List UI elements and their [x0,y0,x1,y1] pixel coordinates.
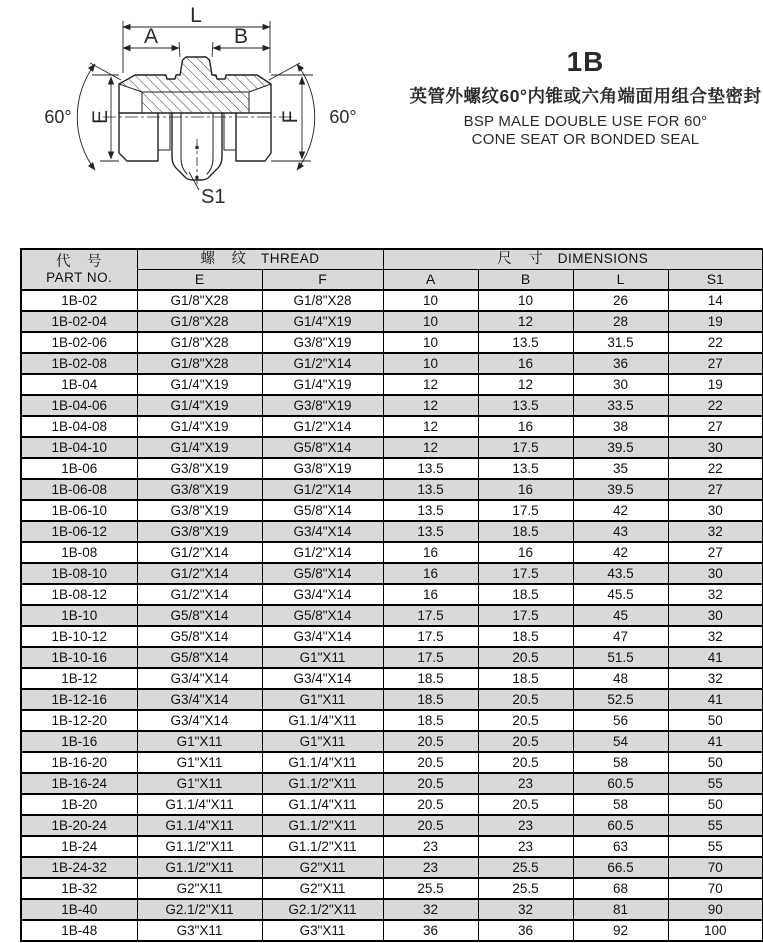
cell-l: 39.5 [573,479,668,500]
cell-l: 47 [573,626,668,647]
table-row [21,332,763,353]
table-row [21,710,763,731]
table-row [21,878,763,899]
cell-b: 20.5 [478,710,573,731]
table-row [21,395,763,416]
cell-b: 10 [478,290,573,311]
cell-s1: 19 [668,374,763,395]
cell-s1: 50 [668,752,763,773]
cell-part: 1B-20 [21,794,137,815]
cell-part: 1B-06 [21,458,137,479]
cell-e: G1.1/2"X11 [137,836,262,857]
cell-a: 12 [383,416,478,437]
cell-l: 36 [573,353,668,374]
cell-part: 1B-04-10 [21,437,137,458]
cell-b: 23 [478,815,573,836]
cell-f: G1.1/2"X11 [262,773,383,794]
table-row [21,815,763,836]
col-header-l: L [573,269,668,290]
cell-e: G1/2"X14 [137,563,262,584]
cell-f: G1.1/4"X11 [262,710,383,731]
cell-b: 17.5 [478,500,573,521]
cell-a: 23 [383,836,478,857]
cell-a: 20.5 [383,773,478,794]
cell-a: 10 [383,290,478,311]
header-part-cn: 代 号 [56,253,103,270]
cell-a: 20.5 [383,752,478,773]
cell-part: 1B-48 [21,920,137,941]
cell-part: 1B-10-12 [21,626,137,647]
cell-f: G2.1/2"X11 [262,899,383,920]
cell-b: 20.5 [478,752,573,773]
cell-b: 20.5 [478,794,573,815]
cell-a: 20.5 [383,815,478,836]
cell-a: 10 [383,311,478,332]
cell-l: 51.5 [573,647,668,668]
cell-b: 17.5 [478,605,573,626]
cell-a: 17.5 [383,626,478,647]
cell-s1: 27 [668,416,763,437]
table-row [21,563,763,584]
cell-f: G3/4"X14 [262,584,383,605]
cell-l: 28 [573,311,668,332]
cell-b: 20.5 [478,689,573,710]
model-code: 1B [566,46,605,77]
cell-l: 42 [573,500,668,521]
table-row [21,437,763,458]
cell-b: 32 [478,899,573,920]
cell-a: 13.5 [383,479,478,500]
cell-e: G3/8"X19 [137,479,262,500]
cell-b: 18.5 [478,626,573,647]
cell-f: G3/4"X14 [262,668,383,689]
cell-b: 13.5 [478,395,573,416]
cell-part: 1B-08 [21,542,137,563]
cell-e: G5/8"X14 [137,647,262,668]
cell-e: G1/4"X19 [137,374,262,395]
header-part-en: PART NO. [46,269,113,285]
cell-part: 1B-04 [21,374,137,395]
cell-f: G2"X11 [262,878,383,899]
table-row [21,836,763,857]
table-row [21,773,763,794]
table-row [21,311,763,332]
cell-a: 10 [383,332,478,353]
cell-f: G5/8"X14 [262,437,383,458]
cell-part: 1B-04-06 [21,395,137,416]
cell-b: 23 [478,773,573,794]
cell-b: 16 [478,479,573,500]
cell-b: 16 [478,353,573,374]
cell-b: 20.5 [478,647,573,668]
cell-part: 1B-16-24 [21,773,137,794]
cell-f: G5/8"X14 [262,563,383,584]
cell-part: 1B-12-16 [21,689,137,710]
cell-e: G3/4"X14 [137,710,262,731]
table-row [21,542,763,563]
cell-s1: 27 [668,353,763,374]
cell-s1: 19 [668,311,763,332]
cell-l: 38 [573,416,668,437]
cell-s1: 90 [668,899,763,920]
cell-part: 1B-16 [21,731,137,752]
cell-l: 54 [573,731,668,752]
cell-l: 43 [573,521,668,542]
cell-e: G1/2"X14 [137,542,262,563]
cell-e: G5/8"X14 [137,605,262,626]
cell-a: 12 [383,374,478,395]
cell-b: 16 [478,416,573,437]
cell-s1: 55 [668,836,763,857]
cell-part: 1B-08-10 [21,563,137,584]
table-row [21,353,763,374]
dim-label-l: L [190,4,202,27]
cell-b: 12 [478,374,573,395]
cell-a: 36 [383,920,478,941]
cell-a: 23 [383,857,478,878]
cell-part: 1B-10-16 [21,647,137,668]
cell-part: 1B-04-08 [21,416,137,437]
cell-a: 16 [383,584,478,605]
cell-f: G1.1/4"X11 [262,794,383,815]
cell-part: 1B-02-06 [21,332,137,353]
cell-s1: 50 [668,710,763,731]
table-row [21,626,763,647]
cell-l: 39.5 [573,437,668,458]
cell-l: 81 [573,899,668,920]
table-row [21,647,763,668]
cell-f: G3/8"X19 [262,395,383,416]
cell-e: G1/8"X28 [137,332,262,353]
cell-f: G1/4"X19 [262,374,383,395]
header-dim-cn: 尺 寸 [497,251,544,268]
cell-l: 48 [573,668,668,689]
cell-part: 1B-20-24 [21,815,137,836]
cell-part: 1B-24-32 [21,857,137,878]
cell-l: 43.5 [573,563,668,584]
cell-a: 10 [383,353,478,374]
table-row [21,458,763,479]
cell-s1: 27 [668,542,763,563]
cell-s1: 41 [668,689,763,710]
cell-b: 13.5 [478,458,573,479]
cell-s1: 22 [668,395,763,416]
cell-f: G1"X11 [262,689,383,710]
cell-a: 17.5 [383,647,478,668]
cell-f: G1"X11 [262,647,383,668]
cell-l: 68 [573,878,668,899]
col-header-s1: S1 [668,269,763,290]
cell-l: 63 [573,836,668,857]
cell-s1: 55 [668,815,763,836]
fitting-drawing-svg [0,0,405,235]
cell-part: 1B-02-08 [21,353,137,374]
cell-l: 60.5 [573,815,668,836]
cell-s1: 30 [668,563,763,584]
lower-view [119,113,271,180]
cell-b: 23 [478,836,573,857]
cell-s1: 70 [668,878,763,899]
cell-f: G1.1/2"X11 [262,815,383,836]
cell-s1: 70 [668,857,763,878]
table-row [21,899,763,920]
cell-part: 1B-06-08 [21,479,137,500]
cell-f: G5/8"X14 [262,500,383,521]
cell-e: G2"X11 [137,878,262,899]
cell-l: 60.5 [573,773,668,794]
table-row [21,605,763,626]
dim-label-f: F [279,110,302,124]
cell-e: G1"X11 [137,773,262,794]
cell-b: 13.5 [478,332,573,353]
cell-b: 20.5 [478,731,573,752]
cell-b: 18.5 [478,668,573,689]
cell-b: 18.5 [478,584,573,605]
cell-f: G1"X11 [262,731,383,752]
cell-a: 13.5 [383,521,478,542]
cell-f: G1/4"X19 [262,311,383,332]
cell-f: G1/2"X14 [262,416,383,437]
table-row [21,479,763,500]
cell-f: G1/2"X14 [262,479,383,500]
cell-f: G3/8"X19 [262,332,383,353]
cell-f: G1/2"X14 [262,542,383,563]
col-header-b: B [478,269,573,290]
cell-l: 92 [573,920,668,941]
cell-e: G1.1/4"X11 [137,794,262,815]
cell-a: 12 [383,395,478,416]
cell-s1: 32 [668,626,763,647]
cell-b: 17.5 [478,563,573,584]
cell-part: 1B-32 [21,878,137,899]
table-row [21,374,763,395]
centerlines [103,117,292,184]
cell-a: 17.5 [383,605,478,626]
cell-part: 1B-10 [21,605,137,626]
cell-part: 1B-16-20 [21,752,137,773]
cell-l: 35 [573,458,668,479]
cell-a: 20.5 [383,794,478,815]
subtitle-chinese: 英管外螺纹60°内锥或六角端面用组合垫密封 [409,86,762,106]
table-row [21,857,763,878]
cell-f: G1/2"X14 [262,353,383,374]
cell-e: G1/8"X28 [137,290,262,311]
table-row [21,500,763,521]
cell-s1: 32 [668,521,763,542]
table-row [21,920,763,941]
cell-e: G3/4"X14 [137,689,262,710]
cell-s1: 30 [668,500,763,521]
cell-b: 25.5 [478,857,573,878]
cell-f: G3"X11 [262,920,383,941]
cell-s1: 100 [668,920,763,941]
cell-e: G3/4"X14 [137,668,262,689]
cell-e: G1/8"X28 [137,353,262,374]
cell-b: 12 [478,311,573,332]
cell-f: G5/8"X14 [262,605,383,626]
cell-part: 1B-12-20 [21,710,137,731]
cell-l: 66.5 [573,857,668,878]
cell-a: 25.5 [383,878,478,899]
cell-l: 33.5 [573,395,668,416]
table-row [21,290,763,311]
cell-l: 26 [573,290,668,311]
cell-s1: 30 [668,437,763,458]
col-header-f: F [262,269,383,290]
cell-s1: 55 [668,773,763,794]
cell-e: G5/8"X14 [137,626,262,647]
cell-e: G1.1/2"X11 [137,857,262,878]
cell-s1: 22 [668,458,763,479]
table-row [21,794,763,815]
dim-label-e: E [89,109,112,125]
dim-label-a: A [143,25,159,48]
cell-f: G3/4"X14 [262,626,383,647]
cell-part: 1B-08-12 [21,584,137,605]
cell-part: 1B-06-10 [21,500,137,521]
cell-part: 1B-02 [21,290,137,311]
table-row [21,668,763,689]
col-header-a: A [383,269,478,290]
cell-f: G1.1/4"X11 [262,752,383,773]
header-thread [137,249,383,269]
cell-e: G1/8"X28 [137,311,262,332]
cell-e: G1/4"X19 [137,416,262,437]
cell-f: G3/4"X14 [262,521,383,542]
cell-f: G2"X11 [262,857,383,878]
cell-a: 18.5 [383,689,478,710]
cell-l: 52.5 [573,689,668,710]
cell-l: 42 [573,542,668,563]
cell-e: G3"X11 [137,920,262,941]
cell-a: 18.5 [383,668,478,689]
cell-e: G1/4"X19 [137,437,262,458]
cell-part: 1B-12 [21,668,137,689]
cell-b: 17.5 [478,437,573,458]
cell-part: 1B-02-04 [21,311,137,332]
subtitle-english-line1: BSP MALE DOUBLE USE FOR 60° [463,113,708,130]
header-thread-cn: 螺 纹 [200,251,247,268]
cell-b: 25.5 [478,878,573,899]
col-header-e: E [137,269,262,290]
cell-s1: 32 [668,584,763,605]
dimensions-table [20,248,763,942]
hex-size-label: S1 [201,186,226,208]
cell-b: 16 [478,542,573,563]
technical-drawing [0,0,405,235]
cell-s1: 32 [668,668,763,689]
cell-s1: 14 [668,290,763,311]
cell-part: 1B-24 [21,836,137,857]
header-part-no [21,249,137,290]
cell-f: G1.1/2"X11 [262,836,383,857]
table-row [21,752,763,773]
header-thread-en: THREAD [261,251,320,267]
table-row [21,584,763,605]
cell-l: 31.5 [573,332,668,353]
cell-e: G1.1/4"X11 [137,815,262,836]
cell-a: 13.5 [383,458,478,479]
cell-b: 36 [478,920,573,941]
header-dimensions [383,249,763,269]
parts-table-body [21,290,763,941]
cell-part: 1B-40 [21,899,137,920]
cell-f: G1/8"X28 [262,290,383,311]
cell-l: 58 [573,752,668,773]
header-dim-en: DIMENSIONS [557,251,649,267]
cell-e: G3/8"X19 [137,500,262,521]
cell-l: 30 [573,374,668,395]
cell-e: G3/8"X19 [137,521,262,542]
cell-s1: 41 [668,647,763,668]
cell-e: G1"X11 [137,752,262,773]
cell-e: G1"X11 [137,731,262,752]
cell-s1: 22 [668,332,763,353]
cell-l: 45 [573,605,668,626]
cell-a: 32 [383,899,478,920]
angle-label-left: 60° [44,107,72,127]
cell-b: 18.5 [478,521,573,542]
cell-l: 56 [573,710,668,731]
cell-s1: 30 [668,605,763,626]
cell-a: 12 [383,437,478,458]
title-block [408,48,763,149]
angle-label-right: 60° [329,107,357,127]
cell-part: 1B-06-12 [21,521,137,542]
cell-s1: 27 [668,479,763,500]
cell-a: 16 [383,542,478,563]
table-row [21,521,763,542]
cell-e: G1/4"X19 [137,395,262,416]
subtitle-english-line2: CONE SEAT OR BONDED SEAL [471,131,700,148]
table-row [21,731,763,752]
table-row [21,416,763,437]
cell-s1: 41 [668,731,763,752]
cell-e: G2.1/2"X11 [137,899,262,920]
cell-a: 16 [383,563,478,584]
cell-a: 20.5 [383,731,478,752]
cell-e: G1/2"X14 [137,584,262,605]
cell-f: G3/8"X19 [262,458,383,479]
cell-a: 18.5 [383,710,478,731]
cell-e: G3/8"X19 [137,458,262,479]
cell-l: 58 [573,794,668,815]
table-row [21,689,763,710]
cell-l: 45.5 [573,584,668,605]
cell-a: 13.5 [383,500,478,521]
cell-s1: 50 [668,794,763,815]
dim-label-b: B [233,25,249,48]
